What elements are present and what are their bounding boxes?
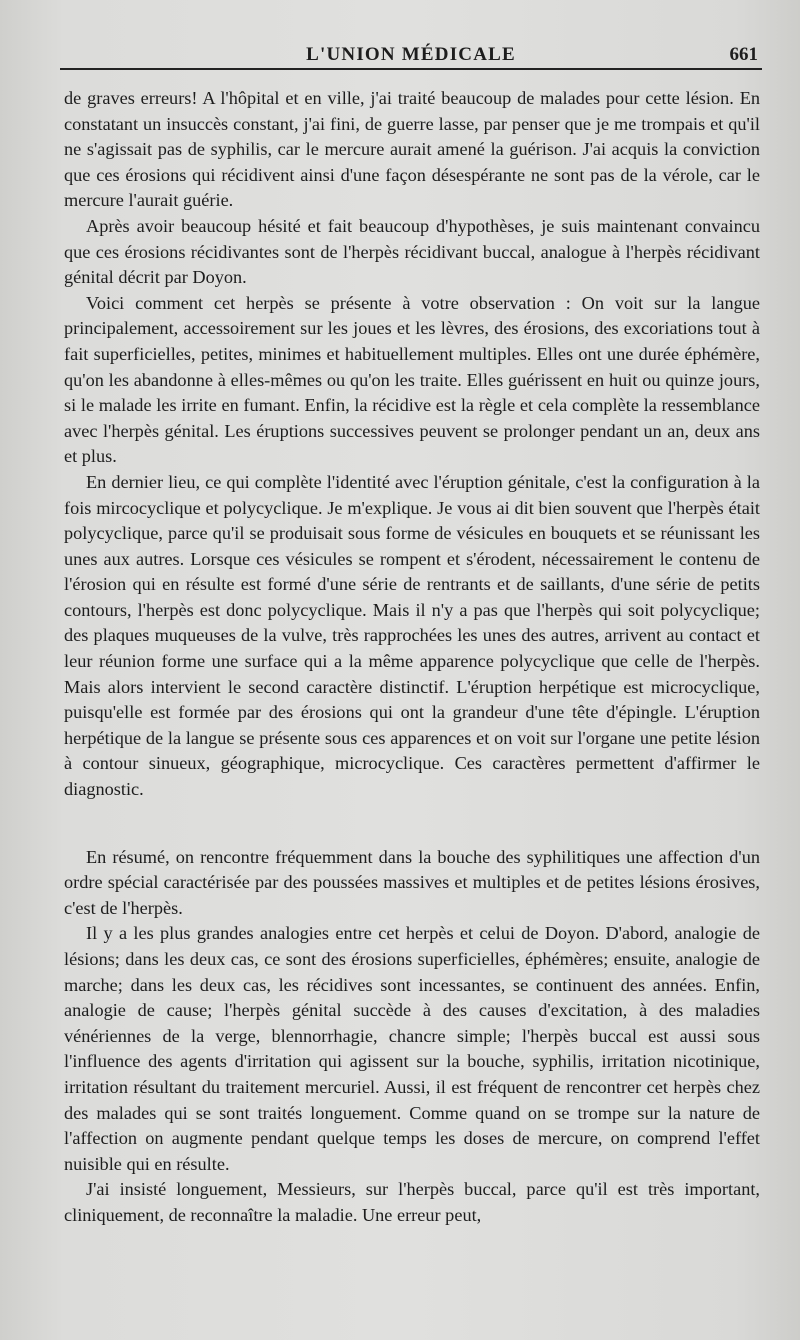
page-header <box>60 34 762 70</box>
paragraph: En dernier lieu, ce qui complète l'identité avec l'éruption génitale, c'est la configuration à la fois mircocyclique et polycyclique. Je m'explique. Je vous ai dit bien souvent que l'herpès était polycyclique, parce qu'il se produisait sous forme de vésicules en bouquets et se réunissant les unes aux autres. Lorsque ces vésicules se rompent et s'érodent, nécessairement le contenu de l'érosion qui en résulte est formé d'une série de rentrants et de saillants, d'une série de petits contours, l'herpès est donc polycyclique. Mais il n'y a pas que l'herpès qui soit polycyclique; des plaques muqueuses de la vulve, très rapprochées les unes des autres, arrivent au contact et leur réunion forme une surface qui a la même apparence polycyclique que celle de l'herpès. Mais alors intervient le second caractère distinctif. L'éruption herpétique est microcyclique, puisqu'elle est formée par des érosions qui ont la grandeur d'une tête d'épingle. L'éruption herpétique de la langue se présente sous ces apparences et on voit sur l'organe une petite lésion à contour sinueux, géographique, microcyclique. Ces caractères permettent d'affirmer le diagnostic. <box>64 471 760 800</box>
paragraph: Il y a les plus grandes analogies entre cet herpès et celui de Doyon. D'abord, analogie de lésions; dans les deux cas, ce sont des érosions superficielles, éphémères; ensuite, analogie de marche; dans les deux cas, les récidives sont incessantes, se continuent des années. Enfin, analogie de cause; l'herpès génital succède à des causes d'excitation, à des maladies vénériennes de la verge, blennorrhagie, chancre simple; l'herpès buccal est aussi sous l'influence des agents d'irritation qui agissent sur la bouche, syphilis, irritation nicotinique, irritation résultant du traitement mercuriel. Aussi, il est fréquent de rencontrer cet herpès chez des malades qui se sont traités longuement. Comme quand on se trompe sur la nature de l'affection on augmente pendant quelque temps les doses de mercure, on comprend l'effet nuisible qui en résulte. <box>64 923 760 1174</box>
body-text <box>64 86 760 1229</box>
paragraph: J'ai insisté longuement, Messieurs, sur l'herpès buccal, parce qu'il est très important, cliniquement, de reconnaître la maladie. Une erreur peut, <box>64 1179 760 1225</box>
page-number: 661 <box>729 44 758 65</box>
paragraph: En résumé, on rencontre fréquemment dans la bouche des syphilitiques une affection d'un ordre spécial caractérisée par des poussées massives et multiples et de petites lésions érosives, c'est de l'herpès. <box>64 846 760 918</box>
paragraph: Voici comment cet herpès se présente à votre observation : On voit sur la langue principalement, accessoirement sur les joues et les lèvres, des érosions, des excoriations tout à fait superficielles, petites, minimes et habituellement multiples. Elles ont une durée éphémère, qu'on les abandonne à elles-mêmes ou qu'on les traite. Elles guérissent en huit ou quinze jours, si le malade les irrite en fumant. Enfin, la récidive est la règle et cela complète la ressemblance avec l'herpès génital. Les éruptions successives peuvent se prolonger pendant un an, deux ans et plus. <box>64 292 760 467</box>
paragraph: de graves erreurs! A l'hôpital et en ville, j'ai traité beaucoup de malades pour cette lésion. En constatant un insuccès constant, j'ai fini, de guerre lasse, par penser que je me trompais et qu'il ne s'agissait pas de syphilis, car le mercure aurait amené la guérison. J'ai acquis la conviction que ces érosions qui récidivent ainsi d'une façon désespérante ne sont pas de la vérole, car le mercure l'aurait guérie. <box>64 88 760 211</box>
running-title: L'UNION MÉDICALE <box>306 44 516 65</box>
paragraph: Après avoir beaucoup hésité et fait beaucoup d'hypothèses, je suis maintenant convaincu que ces érosions récidivantes sont de l'herpès récidivant buccal, analogue à l'herpès récidivant génital décrit par Doyon. <box>64 215 760 288</box>
